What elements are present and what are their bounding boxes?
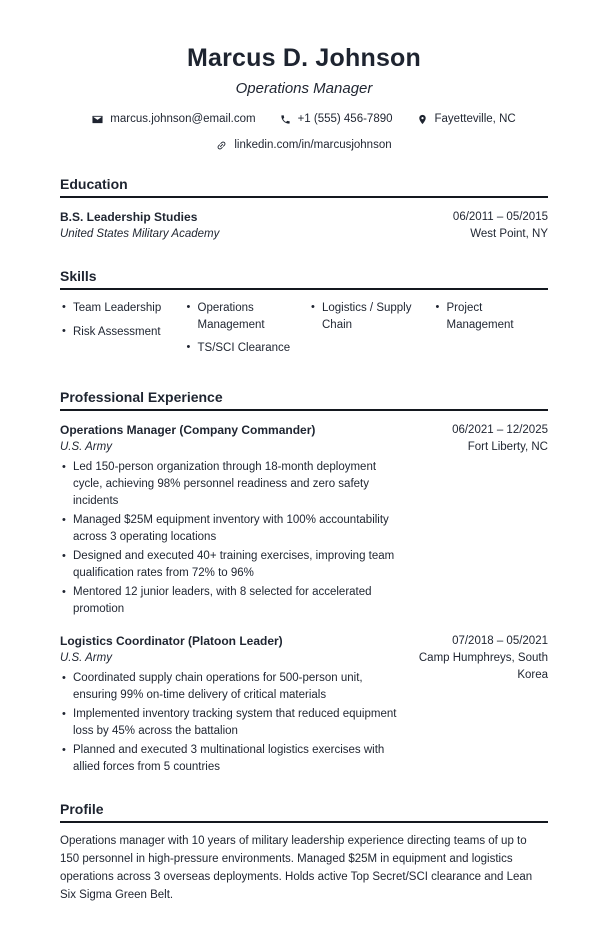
job-bullet: • Mentored 12 junior leaders, with 8 selected for accelerated promotion [60, 584, 406, 618]
job-bullet: • Led 150-person organization through 18-month deployment cycle, achieving 98% personnel readiness and zero safety incidents [60, 459, 406, 510]
job-bullet-list [60, 670, 406, 776]
experience-entry-right [416, 422, 548, 618]
education-entry [60, 209, 548, 243]
job-location: Fort Liberty, NC [467, 440, 548, 453]
education-heading: Education [60, 176, 548, 198]
experience-entry-right [416, 633, 548, 776]
job-bullet: • Managed $25M equipment inventory with 100% accountability across 3 operating locations [60, 512, 406, 546]
experience-entry-1 [60, 422, 548, 618]
job-company: U.S. Army [60, 440, 112, 453]
skill-item: • Project Management [434, 300, 549, 333]
job-bullet: • Implemented inventory tracking system that reduced equipment loss by 45% across the battalion [60, 706, 406, 740]
resume-header [60, 44, 548, 151]
school-name: United States Military Academy [60, 227, 220, 240]
job-bullet-list [60, 459, 406, 618]
phone-icon [280, 114, 291, 125]
contact-email [92, 113, 255, 125]
candidate-name: Marcus D. Johnson [187, 44, 421, 72]
section-experience [60, 389, 548, 776]
contact-phone-text: +1 (555) 456-7890 [297, 113, 393, 125]
job-dates: 07/2018 – 05/2021 [452, 635, 548, 648]
section-profile [60, 801, 548, 904]
skill-item: • Logistics / Supply Chain [309, 300, 424, 333]
profile-text: Operations manager with 10 years of military leadership experience directing teams of up to 150 personnel in high-pressure environments. Managed $25M in equipment and logistics operations across 3 overseas deployments. Holds active Top Secret/SCI clearance and Lean Six Sigma Green Belt. [60, 835, 533, 901]
job-title: Logistics Coordinator (Platoon Leader) [60, 634, 283, 649]
contact-row-1 [60, 113, 548, 125]
experience-heading: Professional Experience [60, 389, 548, 411]
contact-location [417, 113, 516, 125]
skills-heading: Skills [60, 268, 548, 290]
education-entry-right [416, 209, 548, 243]
job-title: Operations Manager (Company Commander) [60, 423, 316, 438]
skills-column-2 [185, 300, 300, 364]
education-dates: 06/2011 – 05/2015 [452, 211, 548, 223]
contact-row-2 [60, 139, 548, 151]
contact-phone [280, 113, 393, 125]
skills-grid [60, 300, 548, 364]
job-bullet: • Planned and executed 3 multinational logistics exercises with allied forces from 5 countries [60, 742, 406, 776]
experience-entry-left [60, 422, 406, 618]
degree-title: B.S. Leadership Studies [60, 210, 198, 224]
location-icon [417, 114, 428, 125]
skill-item: • TS/SCI Clearance [185, 340, 300, 357]
job-location: Camp Humphreys, South Korea [418, 651, 548, 681]
experience-entry-2 [60, 633, 548, 776]
experience-entry-left [60, 633, 406, 776]
contact-linkedin-text: linkedin.com/in/marcusjohnson [234, 139, 392, 151]
contact-location-text: Fayetteville, NC [434, 113, 516, 125]
education-location: West Point, NY [470, 227, 548, 240]
skill-item: • Team Leadership [60, 300, 175, 317]
education-entry-left [60, 209, 406, 243]
candidate-title: Operations Manager [235, 80, 373, 97]
job-bullet: • Coordinated supply chain operations for 500-person unit, ensuring 99% on-time delivery of critical materials [60, 670, 406, 704]
skill-item: • Operations Management [185, 300, 300, 333]
contact-linkedin [216, 139, 391, 151]
skills-column-1 [60, 300, 175, 364]
section-skills [60, 268, 548, 364]
profile-heading: Profile [60, 801, 548, 823]
email-icon [92, 114, 103, 125]
job-bullet: • Designed and executed 40+ training exercises, improving team qualification rates from 72% to 96% [60, 548, 406, 582]
job-dates: 06/2021 – 12/2025 [452, 424, 548, 437]
contact-email-text: marcus.johnson@email.com [110, 113, 256, 125]
skills-column-3 [309, 300, 424, 364]
job-company: U.S. Army [60, 652, 112, 665]
skills-column-4 [434, 300, 549, 364]
link-icon [216, 140, 227, 151]
skill-item: • Risk Assessment [60, 324, 175, 341]
section-education [60, 176, 548, 243]
